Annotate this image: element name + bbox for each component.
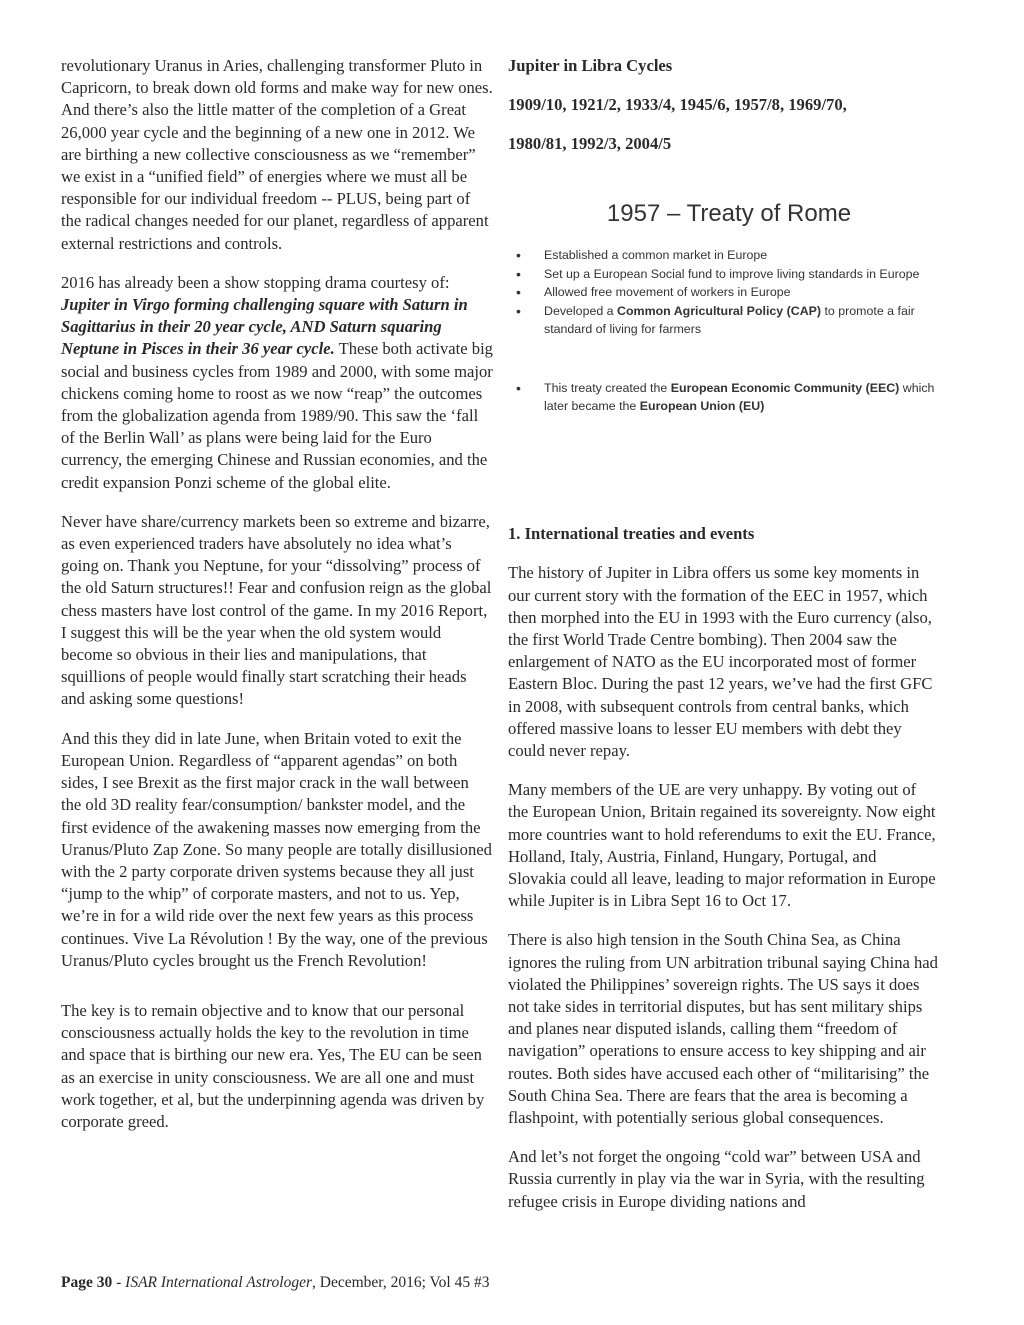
left-paragraph-3: Never have share/currency markets been so extreme and bizarre, as even experienced traders have absolutely no idea what’s going on. Thank you Neptune, for your “dissolving” process of the old Saturn structures!! Fear and confusion reign as the global chess masters have lost control of the game. In my 2016 Report, I suggest this will be the year when the old system would become so obvious in their lies and manipulations, that squillions of people would finally start scratching their heads and asking some questions! <box>61 511 492 709</box>
slide-bullet: • Developed a Common Agricultural Policy (CAP) to promote a fair standard of living for farmers <box>516 302 938 339</box>
right-paragraph-3: There is also high tension in the South China Sea, as China ignores the ruling from UN arbitration tribunal saying China had violated the Philippines’ sovereign rights. The US says it does not take sides in territorial disputes, but has sent military ships and planes near disputed islands, calling them “freedom of navigation” operations to ensure access to key shipping and air routes. Both sides have accused each other of “militarising” the South China Sea. There are fears that the area is becoming a flashpoint, with potentially serious global consequences. <box>508 930 938 1128</box>
left-paragraph-5: The key is to remain objective and to know that our personal consciousness actually holds the key to the revolution in time and space that is birthing our new era. Yes, The EU can be seen as an exercise in unity consciousness. We are all one and must work together, et al, but the underpinning agenda was driven by corporate greed. <box>61 1000 485 1131</box>
slide-bullets <box>508 246 938 416</box>
left-column <box>61 55 493 1150</box>
publication-name: ISAR International Astrologer <box>125 1274 313 1291</box>
right-paragraph-2: Many members of the UE are very unhappy. By voting out of the European Union, Britain regained its sovereignty. Now eight more countries want to hold referendums to exit the EU. France, Holland, Italy, Austria, Finland, Hungary, Portugal, and Slovakia could all leave, leading to major reformation in Europe while Jupiter is in Libra Sept 16 to Oct 17. <box>508 780 936 911</box>
slide-bullet: • Set up a European Social fund to improve living standards in Europe <box>516 265 938 284</box>
slide-bullet: • Allowed free movement of workers in Europe <box>516 283 938 302</box>
right-paragraph-1: The history of Jupiter in Libra offers us some key moments in our current story with the formation of the EEC in 1957, which then morphed into the EU in 1993 with the Euro currency (also, the first World Trade Centre bombing). Then 2004 saw the enlargement of NATO as the EU incorporated most of former Eastern Bloc. During the past 12 years, we’ve had the first GFC in 2008, with subsequent controls from central banks, which offered massive loans to lesser EU members with debt they could never repay. <box>508 563 933 761</box>
left-paragraph-4: And this they did in late June, when Britain voted to exit the European Union. Regardless of “apparent agendas” on both sides, I see Brexit as the first major crack in the wall between the old 3D reality fear/consumption/ bankster model, and the first evidence of the awakening masses now emerging from the Uranus/Pluto Zap Zone. So many people are totally disillusioned with the 2 party corporate driven systems because they all just “jump to the whip” of corporate masters, and not to us. Yep, we’re in for a wild ride over the next few years as this process continues. Vive La Révolution ! By the way, one of the previous Uranus/Pluto cycles brought us the French Revolution! <box>61 728 492 970</box>
p2-emphasis: Jupiter in Virgo forming challenging square with Saturn in Sagittarius in their 20 year cycle, AND Saturn squaring Neptune in Pisces in their 36 year cycle. <box>61 295 468 359</box>
cycles-years-line-1: 1909/10, 1921/2, 1933/4, 1945/6, 1957/8, 1969/70, <box>508 95 847 115</box>
left-paragraph-2 <box>61 272 493 494</box>
issue-info: , December, 2016; Vol 45 #3 <box>312 1274 490 1291</box>
slide-title: 1957 – Treaty of Rome <box>606 200 852 228</box>
p2-rest: These both activate big social and business cycles from 1989 and 2000, with some major chickens coming home to roost as we now “reap” the outcomes from the globalization agenda from 1989/90. This saw the ‘fall of the Berlin Wall’ as plans were being laid for the Euro currency, the emerging Chinese and Russian economies, and the credit expansion Ponzi scheme of the global elite. <box>61 339 493 492</box>
section-heading: 1. International treaties and events <box>508 524 755 544</box>
p2-intro: 2016 has already been a show stopping drama courtesy of: <box>61 272 450 292</box>
slide-bullet: • Established a common market in Europe <box>516 246 938 265</box>
cycles-title: Jupiter in Libra Cycles <box>508 56 673 75</box>
right-column <box>508 55 938 1230</box>
treaty-slide-image <box>508 200 938 503</box>
left-paragraph-1: revolutionary Uranus in Aries, challenging transformer Pluto in Capricorn, to break down old forms and make way for new ones. And there’s also the little matter of the completion of a Great 26,000 year cycle and the beginning of a new one in 2012. We are birthing a new collective consciousness as we “remember” we exist in a “unified field” of energies where we must all be responsible for our individual freedom -- PLUS, being part of the radical changes needed for our planet, regardless of apparent external restrictions and controls. <box>61 56 493 253</box>
page-footer: Page 30 - ISAR International Astrologer, December, 2016; Vol 45 #3 <box>61 1274 490 1291</box>
cycles-years-line-2: 1980/81, 1992/3, 2004/5 <box>508 134 672 154</box>
slide-bullet: • This treaty created the European Economic Community (EEC) which later became the European Union (EU) <box>516 379 938 416</box>
page-number: Page 30 <box>61 1274 113 1291</box>
right-paragraph-4: And let’s not forget the ongoing “cold war” between USA and Russia currently in play via the war in Syria, with the resulting refugee crisis in Europe dividing nations and <box>508 1147 925 1211</box>
